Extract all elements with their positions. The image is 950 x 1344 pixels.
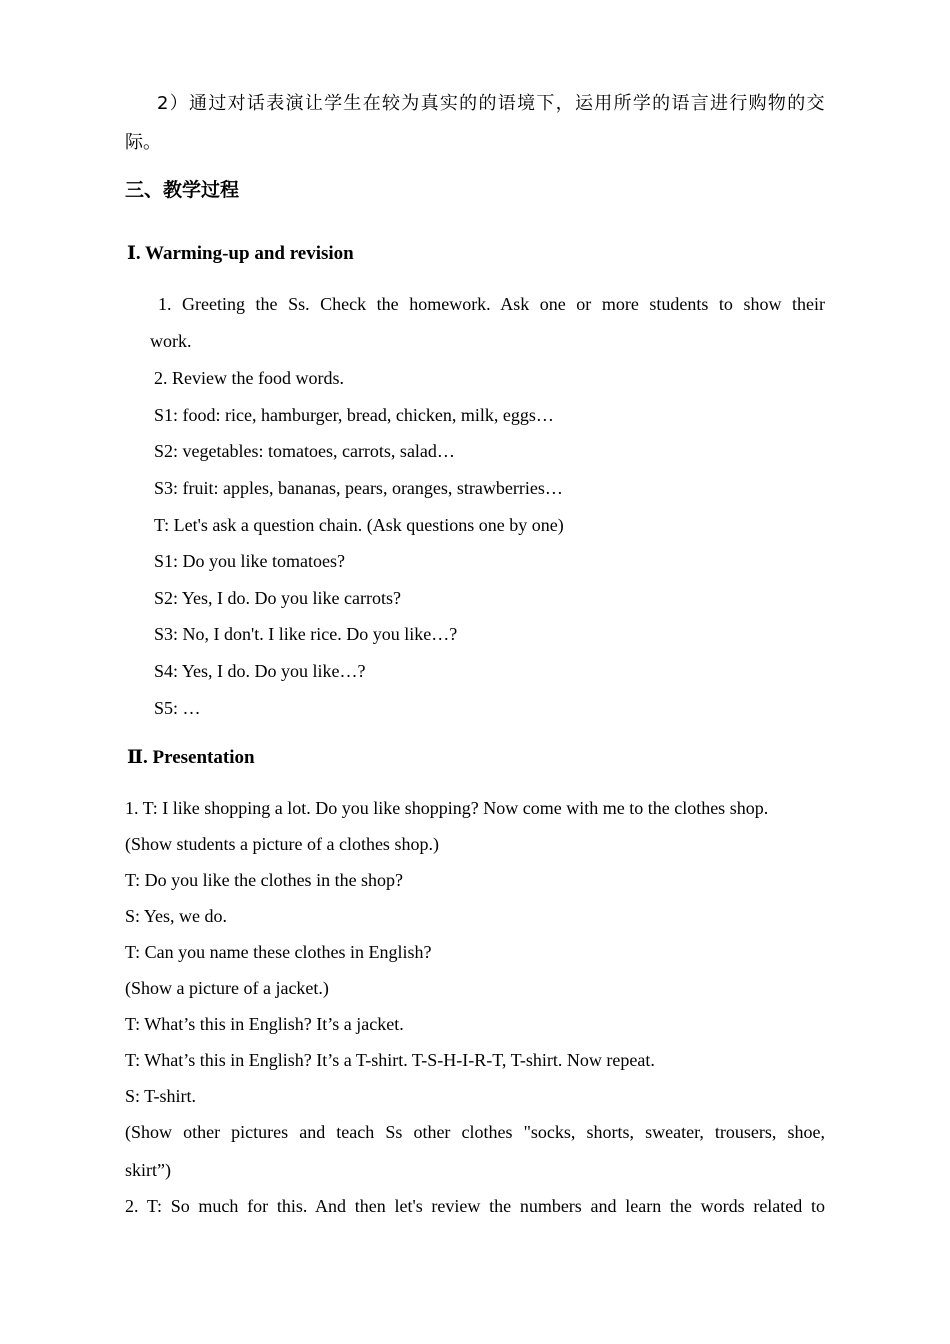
- presentation-line: S: Yes, we do.: [125, 906, 228, 926]
- presentation-item-2-line-1: 2. T: So much for this. And then let's review the numbers and learn the words related to: [125, 1196, 825, 1216]
- objective-2-line-1: 2）通过对话表演让学生在较为真实的的语境下，运用所学的语言进行购物的交: [157, 93, 825, 114]
- dialogue-line: S1: Do you like tomatoes?: [154, 551, 345, 571]
- dialogue-line: S5: …: [154, 698, 201, 718]
- presentation-line: T: Can you name these clothes in English?: [125, 942, 432, 962]
- part-1-heading: Ⅰ. Warming-up and revision: [127, 243, 354, 264]
- dialogue-line: S3: fruit: apples, bananas, pears, oranges, strawberries…: [154, 478, 563, 498]
- presentation-line: S: T-shirt.: [125, 1086, 197, 1106]
- dialogue-line: S2: Yes, I do. Do you like carrots?: [154, 588, 401, 608]
- dialogue-line: S4: Yes, I do. Do you like…?: [154, 661, 366, 681]
- dialogue-line: S1: food: rice, hamburger, bread, chicken, milk, eggs…: [154, 405, 554, 425]
- presentation-line: 1. T: I like shopping a lot. Do you like shopping? Now come with me to the clothes shop.: [125, 798, 769, 818]
- presentation-line: (Show students a picture of a clothes shop.): [125, 834, 439, 854]
- dialogue-line: S3: No, I don't. I like rice. Do you like…?: [154, 624, 458, 644]
- show-other-clothes-line-1: (Show other pictures and teach Ss other clothes "socks, shorts, sweater, trousers, shoe,: [125, 1122, 825, 1142]
- part-1-item-1-line-1: 1. Greeting the Ss. Check the homework. Ask one or more students to show their: [158, 294, 825, 314]
- presentation-line: T: What’s this in English? It’s a T-shirt. T-S-H-I-R-T, T-shirt. Now repeat.: [125, 1050, 655, 1070]
- show-other-clothes-line-2: skirt”): [125, 1160, 171, 1180]
- part-1-item-2: 2. Review the food words.: [154, 368, 344, 388]
- part-2-heading: Ⅱ. Presentation: [127, 747, 255, 768]
- part-1-item-1-line-2: work.: [150, 331, 192, 351]
- section-title-teaching-process: 三、教学过程: [125, 179, 240, 201]
- presentation-line: T: Do you like the clothes in the shop?: [125, 870, 404, 890]
- dialogue-line: S2: vegetables: tomatoes, carrots, salad…: [154, 441, 455, 461]
- presentation-line: T: What’s this in English? It’s a jacket.: [125, 1014, 404, 1034]
- objective-2-line-2: 际。: [125, 132, 161, 153]
- presentation-line: (Show a picture of a jacket.): [125, 978, 329, 998]
- dialogue-line: T: Let's ask a question chain. (Ask questions one by one): [154, 515, 564, 535]
